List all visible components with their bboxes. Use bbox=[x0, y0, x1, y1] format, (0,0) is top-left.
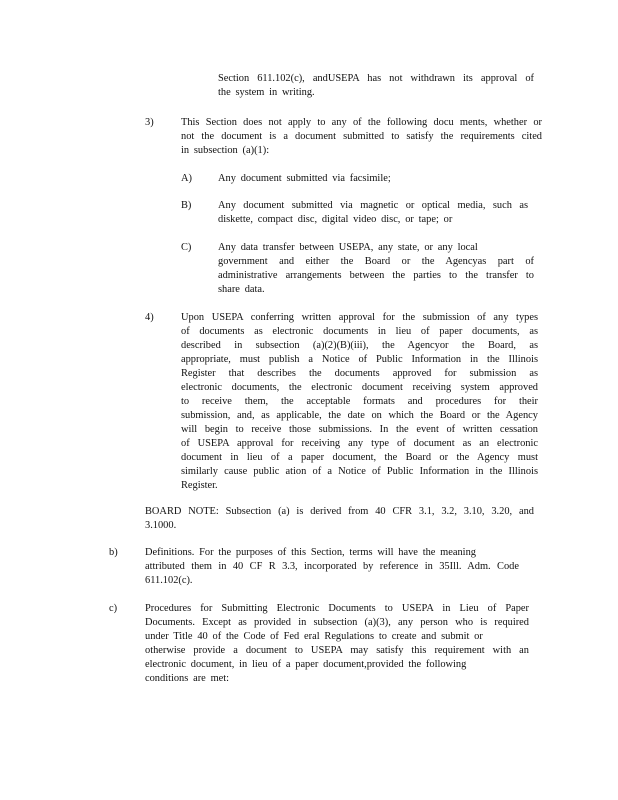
section-c-paragraph bbox=[145, 602, 529, 686]
paragraph-line: Section 611.102(c), andUSEPA has not withdrawn its approval of bbox=[218, 73, 534, 84]
paragraph-line: Upon USEPA conferring written approval for the submission of any types bbox=[181, 312, 538, 323]
paragraph-line: Register. bbox=[181, 480, 218, 491]
paragraph-line: attributed them in 40 CF R 3.3, incorporated by reference in 35Ill. Adm. Code bbox=[145, 561, 519, 572]
paragraph-line: electronic document, in lieu of a paper document,provided the following bbox=[145, 659, 467, 670]
paragraph-line: Any data transfer between USEPA, any state, or any local bbox=[218, 242, 478, 253]
paragraph-line: Procedures for Submitting Electronic Documents to USEPA in Lieu of Paper bbox=[145, 603, 529, 614]
paragraph-line: of documents as electronic documents in lieu of paper documents, as bbox=[181, 326, 538, 337]
section-c-marker: c) bbox=[109, 603, 118, 614]
item-3a-marker: A) bbox=[181, 173, 192, 184]
paragraph-line: of USEPA approval for receiving any type of document as an electronic bbox=[181, 438, 538, 449]
paragraph-line: share data. bbox=[218, 284, 265, 295]
paragraph-line: BOARD NOTE: Subsection (a) is derived from 40 CFR 3.1, 3.2, 3.10, 3.20, and bbox=[145, 506, 534, 517]
paragraph-line: administrative arrangements between the parties to the transfer to bbox=[218, 270, 534, 281]
item-3b-marker: B) bbox=[181, 200, 192, 211]
board-note bbox=[145, 505, 534, 533]
paragraph-line: otherwise provide a document to USEPA may satisfy this requirement with an bbox=[145, 645, 529, 656]
continuation-paragraph bbox=[218, 72, 534, 100]
paragraph-line: not the document is a document submitted to satisfy the requirements cited bbox=[181, 131, 542, 142]
paragraph-line: conditions are met: bbox=[145, 673, 230, 684]
item-3c-paragraph bbox=[218, 241, 534, 297]
item-3-marker: 3) bbox=[145, 117, 154, 128]
item-3a-paragraph bbox=[218, 172, 538, 186]
paragraph-line: will begin to receive those submissions. In the event of written cessation bbox=[181, 424, 538, 435]
paragraph-line: under Title 40 of the Code of Fed eral Regulations to create and submit or bbox=[145, 631, 483, 642]
paragraph-line: Documents. Except as provided in subsection (a)(3), any person who is required bbox=[145, 617, 529, 628]
paragraph-line: appropriate, must publish a Notice of Public Information in the Illinois bbox=[181, 354, 538, 365]
paragraph-line: Register that describes the documents approved for submission as bbox=[181, 368, 538, 379]
paragraph-line: the system in writing. bbox=[218, 87, 315, 98]
paragraph-line: document in lieu of a paper document, the Board or the Agency must bbox=[181, 452, 538, 463]
section-b-marker: b) bbox=[109, 547, 118, 558]
paragraph-line: diskette, compact disc, digital video disc, or tape; or bbox=[218, 214, 453, 225]
item-4-marker: 4) bbox=[145, 312, 154, 323]
paragraph-line: Any document submitted via magnetic or optical media, such as bbox=[218, 200, 528, 211]
item-3b-paragraph bbox=[218, 199, 528, 227]
paragraph-line: government and either the Board or the Agencyas part of bbox=[218, 256, 534, 267]
section-b-paragraph bbox=[145, 546, 519, 588]
paragraph-line: 3.1000. bbox=[145, 520, 177, 531]
item-4-paragraph bbox=[181, 311, 538, 493]
paragraph-line: similarly cause public ation of a Notice of Public Information in the Illinois bbox=[181, 466, 538, 477]
paragraph-line: Any document submitted via facsimile; bbox=[218, 173, 391, 184]
paragraph-line: in subsection (a)(1): bbox=[181, 145, 270, 156]
paragraph-line: to receive them, the acceptable formats and procedures for their bbox=[181, 396, 538, 407]
paragraph-line: described in subsection (a)(2)(B)(iii), the Agencyor the Board, as bbox=[181, 340, 538, 351]
paragraph-line: submission, and, as applicable, the date on which the Board or the Agency bbox=[181, 410, 538, 421]
paragraph-line: This Section does not apply to any of the following docu ments, whether or bbox=[181, 117, 542, 128]
paragraph-line: Definitions. For the purposes of this Section, terms will have the meaning bbox=[145, 547, 476, 558]
paragraph-line: electronic documents, the electronic document receiving system approved bbox=[181, 382, 538, 393]
item-3c-marker: C) bbox=[181, 242, 192, 253]
paragraph-line: 611.102(c). bbox=[145, 575, 193, 586]
item-3-paragraph bbox=[181, 116, 542, 158]
